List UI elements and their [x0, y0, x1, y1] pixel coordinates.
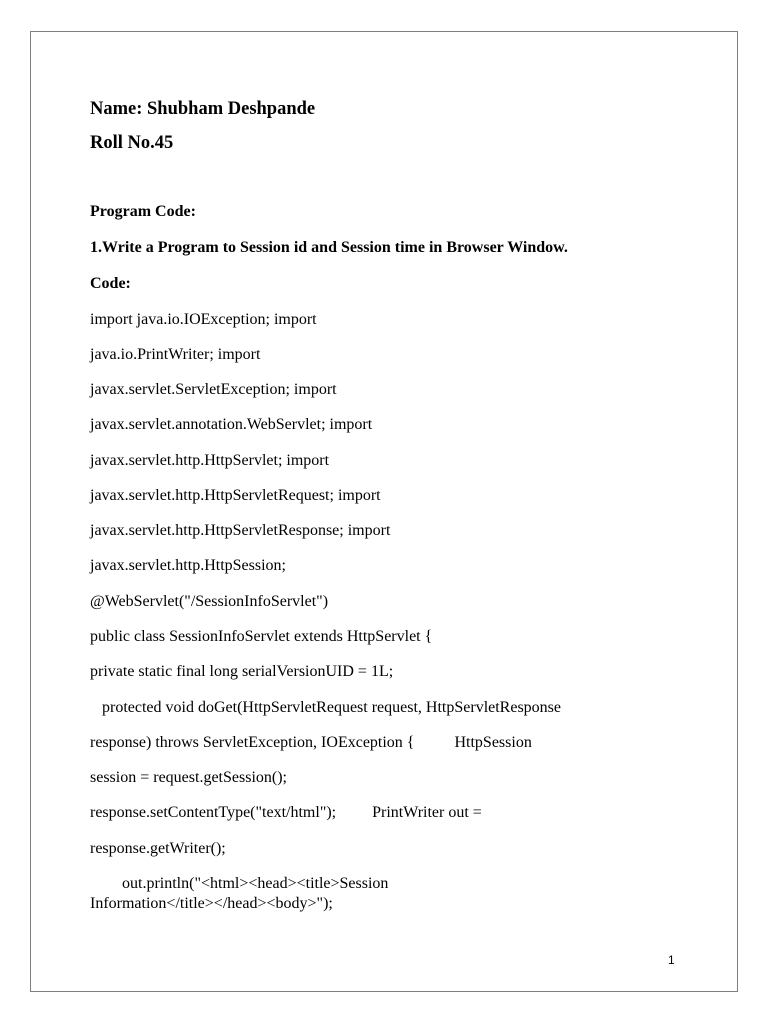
- code-line: session = request.getSession();: [90, 769, 287, 786]
- code-line: Information</title></head><body>");: [90, 895, 333, 912]
- code-line: out.println("<html><head><title>Session: [90, 875, 389, 892]
- code-label: Code:: [90, 275, 131, 292]
- code-line: @WebServlet("/SessionInfoServlet"): [90, 593, 329, 610]
- code-line: response.getWriter();: [90, 840, 226, 857]
- code-line: javax.servlet.ServletException; import: [90, 381, 337, 398]
- author-name: Name: Shubham Deshpande: [90, 99, 316, 119]
- code-line: java.io.PrintWriter; import: [90, 346, 261, 363]
- code-line: javax.servlet.http.HttpSession;: [90, 557, 286, 574]
- code-line: public class SessionInfoServlet extends HttpServlet {: [90, 628, 433, 645]
- code-line: import java.io.IOException; import: [90, 311, 317, 328]
- code-line: response) throws ServletException, IOException { HttpSession: [90, 734, 532, 751]
- roll-number: Roll No.45: [90, 133, 174, 153]
- code-line: javax.servlet.annotation.WebServlet; import: [90, 416, 373, 433]
- question-text: 1.Write a Program to Session id and Session time in Browser Window.: [90, 239, 568, 256]
- code-line: javax.servlet.http.HttpServletRequest; import: [90, 487, 381, 504]
- page-number: 1: [668, 953, 675, 967]
- code-line: private static final long serialVersionUID = 1L;: [90, 663, 394, 680]
- code-line: javax.servlet.http.HttpServletResponse; import: [90, 522, 391, 539]
- code-line: protected void doGet(HttpServletRequest request, HttpServletResponse: [90, 699, 562, 716]
- code-line: response.setContentType("text/html"); PrintWriter out =: [90, 804, 482, 821]
- code-line: javax.servlet.http.HttpServlet; import: [90, 452, 330, 469]
- section-title: Program Code:: [90, 203, 196, 220]
